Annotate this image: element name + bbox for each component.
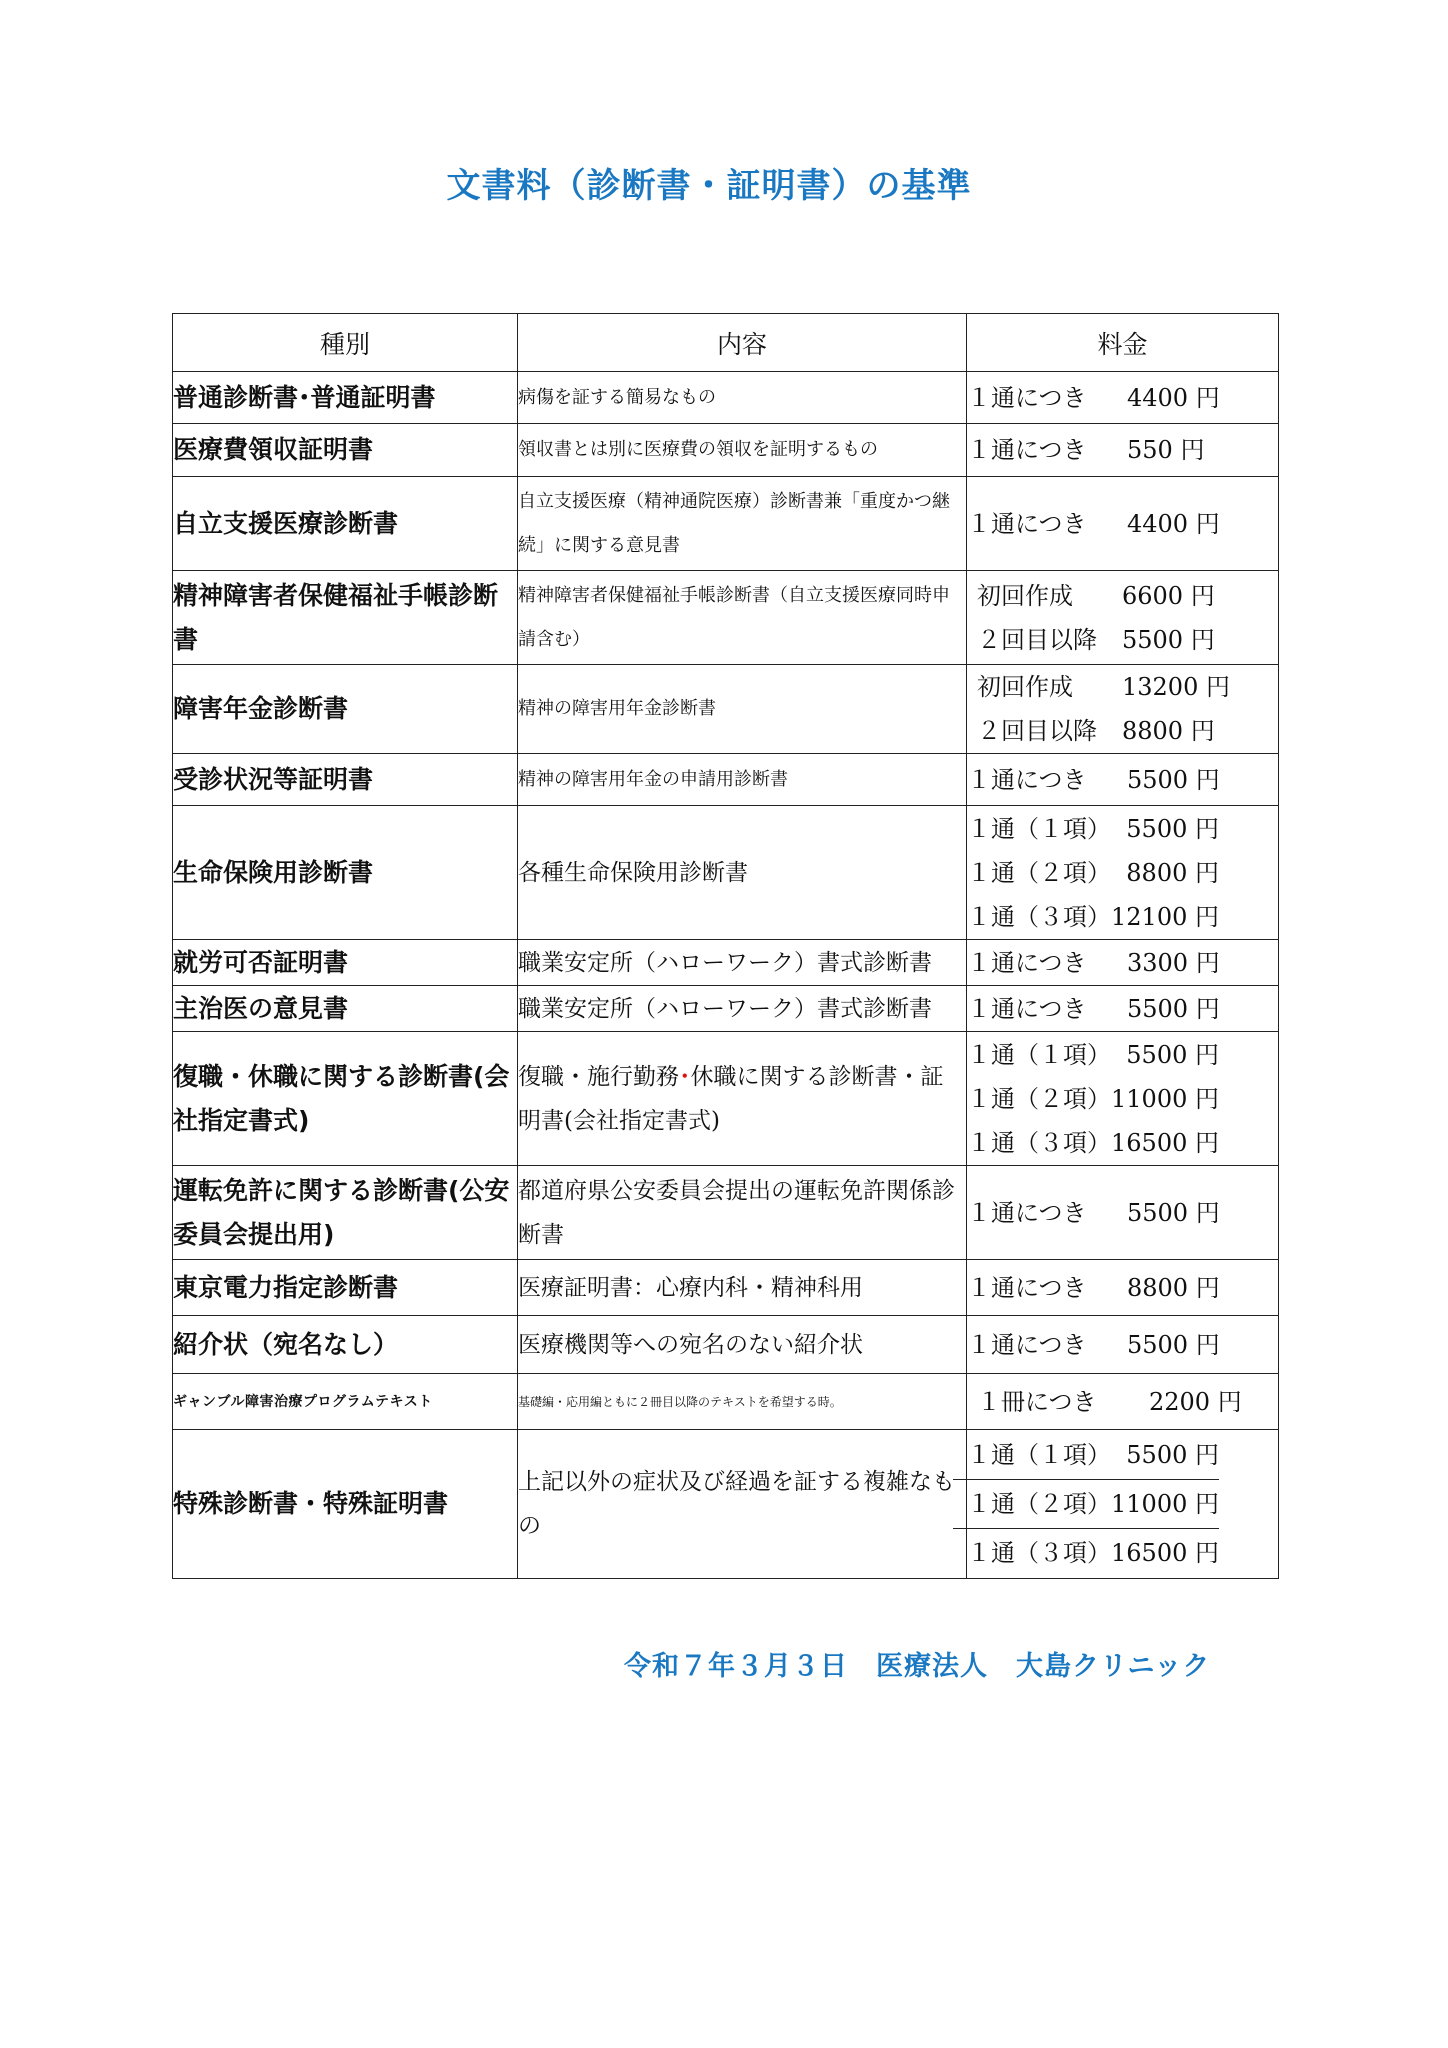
- row-content: 精神の障害用年金の申請用診断書: [518, 754, 967, 806]
- table-row: [173, 986, 1279, 1032]
- row-fee: １通につき 5500 円: [967, 1316, 1279, 1374]
- row-fee: １通につき 5500 円: [967, 754, 1279, 806]
- row-type: 紹介状（宛名なし）: [173, 1316, 518, 1374]
- row-content: 病傷を証する簡易なもの: [518, 372, 967, 424]
- column-header-fee: 料金: [967, 314, 1279, 372]
- row-type: 生命保険用診断書: [173, 806, 518, 940]
- row-fee: １通につき 3300 円: [967, 940, 1279, 986]
- row-fee: 初回作成 6600 円 ２回目以降 5500 円: [967, 571, 1279, 665]
- row-fee: １通（１項） 5500 円 １通（２項） 11000 円 １通（３項） 16500 円: [967, 1032, 1279, 1166]
- row-content: 職業安定所（ハローワーク）書式診断書: [518, 940, 967, 986]
- row-fee: １通につき 4400 円: [967, 372, 1279, 424]
- row-fee: １通につき 8800 円: [967, 1260, 1279, 1316]
- table-row: [173, 571, 1279, 665]
- table-row: [173, 1032, 1279, 1166]
- row-content: 基礎編・応用編ともに２冊目以降のテキストを希望する時。: [518, 1374, 967, 1430]
- row-fee: １通（１項） 5500 円 １通（２項） 11000 円 １通（３項） 16500 円: [967, 1430, 1279, 1579]
- row-content: 復職・施行勤務･休職に関する診断書・証明書(会社指定書式): [518, 1032, 967, 1166]
- fee-table: [172, 313, 1279, 1579]
- table-row: [173, 424, 1279, 477]
- table-row: [173, 1430, 1279, 1579]
- row-fee: １通につき 550 円: [967, 424, 1279, 477]
- row-fee: １冊につき 2200 円: [967, 1374, 1279, 1430]
- row-fee: 初回作成 13200 円 ２回目以降 8800 円: [967, 665, 1279, 754]
- row-content: 上記以外の症状及び経過を証する複雑なもの: [518, 1430, 967, 1579]
- row-type: 普通診断書･普通証明書: [173, 372, 518, 424]
- column-header-type: 種別: [173, 314, 518, 372]
- row-fee: １通につき 4400 円: [967, 477, 1279, 571]
- row-content: 医療機関等への宛名のない紹介状: [518, 1316, 967, 1374]
- row-content: 都道府県公安委員会提出の運転免許関係診断書: [518, 1166, 967, 1260]
- table-header-row: [173, 314, 1279, 372]
- row-content: 精神障害者保健福祉手帳診断書（自立支援医療同時申請含む）: [518, 571, 967, 665]
- table-row: [173, 806, 1279, 940]
- table-row: [173, 1374, 1279, 1430]
- row-type: ギャンブル障害治療プログラムテキスト: [173, 1374, 518, 1430]
- row-fee: １通につき 5500 円: [967, 986, 1279, 1032]
- table-row: [173, 665, 1279, 754]
- row-content: 医療証明書：心療内科・精神科用: [518, 1260, 967, 1316]
- row-content: 自立支援医療（精神通院医療）診断書兼「重度かつ継続」に関する意見書: [518, 477, 967, 571]
- row-fee: １通につき 5500 円: [967, 1166, 1279, 1260]
- row-content: 各種生命保険用診断書: [518, 806, 967, 940]
- table-row: [173, 477, 1279, 571]
- row-type: 自立支援医療診断書: [173, 477, 518, 571]
- row-type: 精神障害者保健福祉手帳診断書: [173, 571, 518, 665]
- row-type: 東京電力指定診断書: [173, 1260, 518, 1316]
- column-header-content: 内容: [518, 314, 967, 372]
- row-type: 受診状況等証明書: [173, 754, 518, 806]
- row-type: 医療費領収証明書: [173, 424, 518, 477]
- table-row: [173, 940, 1279, 986]
- red-mark: ･: [679, 1063, 691, 1090]
- row-type: 運転免許に関する診断書(公安委員会提出用): [173, 1166, 518, 1260]
- row-fee: １通（１項） 5500 円 １通（２項） 8800 円 １通（３項） 12100 円: [967, 806, 1279, 940]
- row-content: 職業安定所（ハローワーク）書式診断書: [518, 986, 967, 1032]
- table-row: [173, 754, 1279, 806]
- row-content: 領収書とは別に医療費の領収を証明するもの: [518, 424, 967, 477]
- row-type: 障害年金診断書: [173, 665, 518, 754]
- page-title: 文書料（診断書・証明書）の基準: [446, 166, 972, 206]
- row-type: 主治医の意見書: [173, 986, 518, 1032]
- table-row: [173, 1166, 1279, 1260]
- row-type: 特殊診断書・特殊証明書: [173, 1430, 518, 1579]
- row-type: 就労可否証明書: [173, 940, 518, 986]
- row-type: 復職・休職に関する診断書(会社指定書式): [173, 1032, 518, 1166]
- footer-issuer: 令和７年３月３日 医療法人 大島クリニック: [624, 1651, 1211, 1682]
- table-row: [173, 1316, 1279, 1374]
- row-content: 精神の障害用年金診断書: [518, 665, 967, 754]
- table-row: [173, 1260, 1279, 1316]
- table-row: [173, 372, 1279, 424]
